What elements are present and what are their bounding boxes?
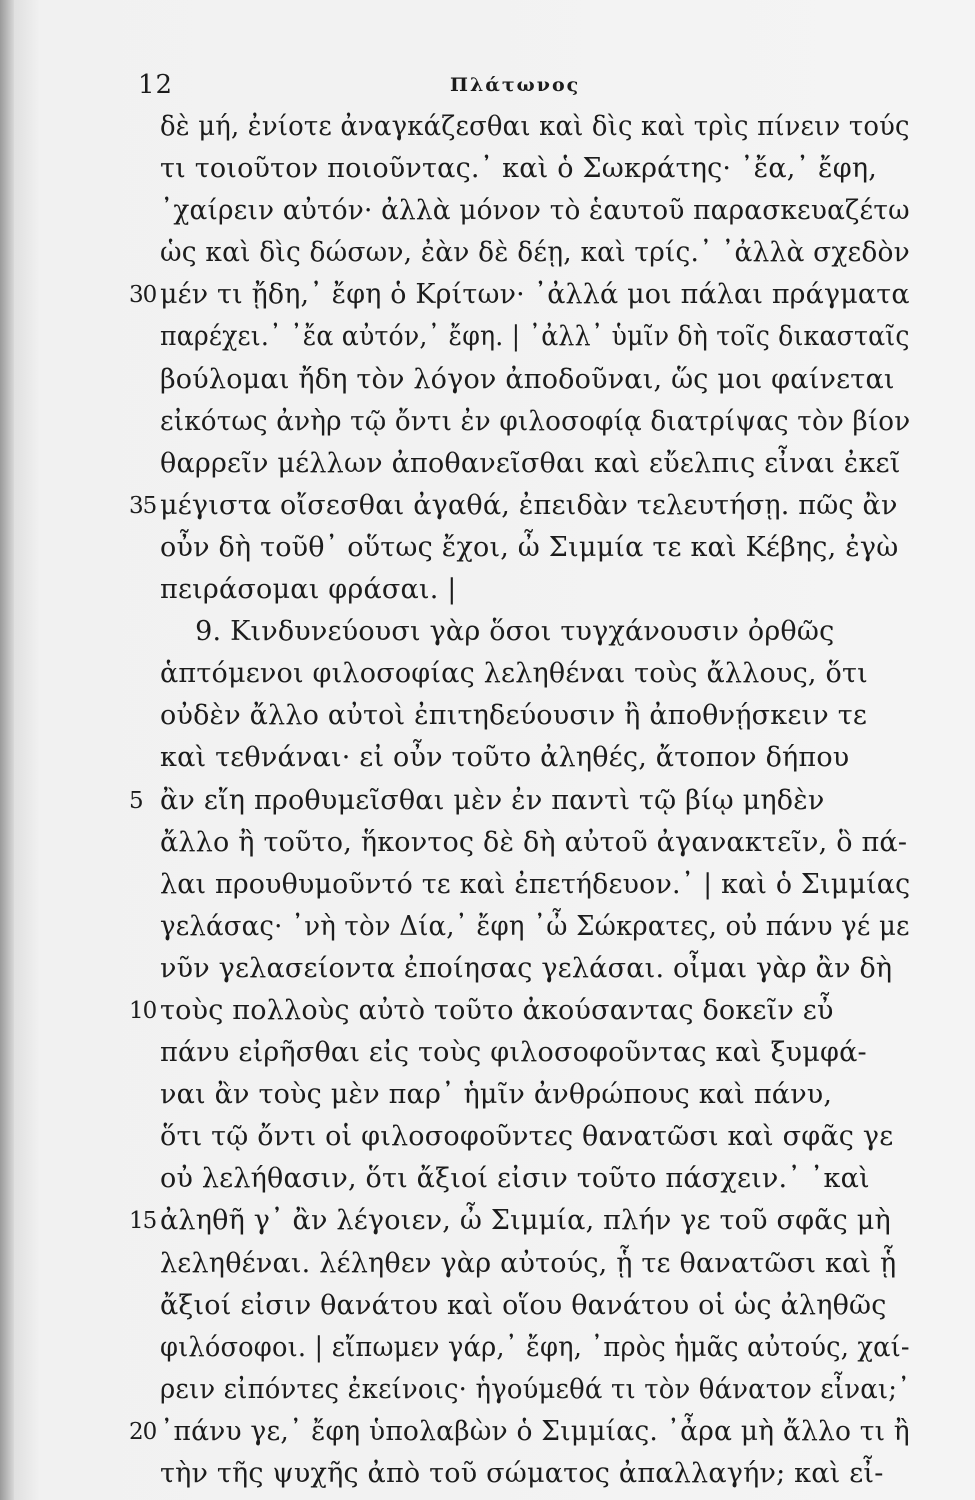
- line-number: 35: [129, 492, 157, 519]
- text-line: [160, 1074, 910, 1116]
- text-line: [160, 359, 910, 401]
- line-text: μέγιστα οἴσεσθαι ἀγαθά, ἐπειδὰν τελευτήσῃ. πῶς ἂν: [160, 489, 898, 521]
- line-text: ναι ἂν τοὺς μὲν παρ᾿ ἡμῖν ἀνθρώπους καὶ πάνυ,: [160, 1079, 833, 1111]
- text-line: [160, 569, 910, 611]
- line-number: 20: [129, 1418, 157, 1445]
- text-line: [160, 232, 910, 274]
- line-text: ἄξιοί εἰσιν θανάτου καὶ οἵου θανάτου οἱ ὡς ἀληθῶς: [160, 1289, 887, 1321]
- text-line: [160, 401, 910, 443]
- text-line: [160, 611, 910, 653]
- line-number: 5: [129, 787, 143, 814]
- page-number: 12: [138, 70, 174, 100]
- text-line: [160, 1285, 910, 1327]
- text-line: [160, 822, 910, 864]
- line-number: 10: [129, 997, 157, 1024]
- greek-text-body: [129, 106, 911, 1495]
- line-text: ᾿πάνυ γε,᾿ ἔφη ὑπολαβὼν ὁ Σιμμίας. ᾿ἆρα μὴ ἄλλο τι ἢ: [160, 1415, 910, 1447]
- text-line: [160, 1243, 910, 1285]
- text-line: [129, 274, 910, 316]
- text-line: [160, 1369, 910, 1411]
- line-text: ἁπτόμενοι φιλοσοφίας λεληθέναι τοὺς ἄλλους, ὅτι: [160, 658, 868, 690]
- line-text: οὐ λελήθασιν, ὅτι ἄξιοί εἰσιν τοῦτο πάσχειν.᾿ ᾿καὶ: [160, 1163, 870, 1195]
- line-text: νῦν γελασείοντα ἐποίησας γελάσαι. οἶμαι γὰρ ἂν δὴ: [160, 952, 893, 984]
- text-line: [160, 737, 910, 779]
- text-line: [160, 695, 910, 737]
- text-line: [129, 1411, 910, 1453]
- text-line: [129, 485, 910, 527]
- line-text: τι τοιοῦτον ποιοῦντας.᾿ καὶ ὁ Σωκράτης· ᾿ἔα,᾿ ἔφη,: [160, 153, 878, 185]
- line-text: λαι προυθυμοῦντό τε καὶ ἐπετήδευον.᾿ | καὶ ὁ Σιμμίας: [160, 868, 911, 900]
- text-line: [160, 1158, 910, 1200]
- line-number: 30: [129, 282, 157, 309]
- text-line: [160, 106, 910, 148]
- line-text: δὲ μή, ἐνίοτε ἀναγκάζεσθαι καὶ δὶς καὶ τρὶς πίνειν τούς: [160, 111, 910, 142]
- line-text: ἀληθῆ γ᾿ ἂν λέγοιεν, ὦ Σιμμία, πλήν γε τοῦ σφᾶς μὴ: [160, 1205, 891, 1237]
- line-text: ὡς καὶ δὶς δώσων, ἐὰν δὲ δέῃ, καὶ τρίς.᾿ ᾿ἀλλὰ σχεδὸν: [160, 237, 910, 269]
- line-text: γελάσας· ᾿νὴ τὸν Δία,᾿ ἔφη ᾿ὦ Σώκρατες, οὐ πάνυ γέ με: [160, 910, 910, 942]
- text-line: [160, 1327, 910, 1369]
- line-number: 15: [129, 1208, 157, 1235]
- line-text: λεληθέναι. λέληθεν γὰρ αὐτούς, ᾗ τε θανατῶσι καὶ ᾗ: [160, 1247, 897, 1279]
- line-text: 9. Κινδυνεύουσι γὰρ ὅσοι τυγχάνουσιν ὀρθῶς: [160, 616, 835, 648]
- line-text: τὴν τῆς ψυχῆς ἀπὸ τοῦ σώματος ἀπαλλαγήν; καὶ εἶ-: [160, 1458, 884, 1489]
- text-line: [160, 443, 910, 485]
- text-line: [129, 1200, 910, 1242]
- text-line: [160, 316, 910, 358]
- text-line: [160, 1032, 910, 1074]
- text-line: [160, 653, 910, 695]
- running-title: Πλάτωνος: [450, 74, 581, 96]
- line-text: οὖν δὴ τοῦθ᾿ οὕτως ἔχοι, ὦ Σιμμία τε καὶ Κέβης, ἐγὼ: [160, 531, 899, 563]
- text-line: [160, 527, 910, 569]
- line-text: μέν τι ᾔδη,᾿ ἔφη ὁ Κρίτων· ᾿ἀλλά μοι πάλαι πράγματα: [160, 279, 910, 311]
- line-text: καὶ τεθνάναι· εἰ οὖν τοῦτο ἀληθές, ἄτοπον δήπου: [160, 742, 850, 774]
- line-text: οὐδὲν ἄλλο αὐτοὶ ἐπιτηδεύουσιν ἢ ἀποθνῄσκειν τε: [160, 700, 868, 732]
- text-line: [160, 148, 910, 190]
- text-line: [160, 906, 910, 948]
- line-text: πάνυ εἰρῆσθαι εἰς τοὺς φιλοσοφοῦντας καὶ ξυμφά-: [160, 1037, 867, 1069]
- line-text: ἂν εἴη προθυμεῖσθαι μὲν ἐν παντὶ τῷ βίῳ μηδὲν: [160, 784, 825, 816]
- text-line: [160, 948, 910, 990]
- page-spine-shadow: [0, 0, 14, 1500]
- text-line: [160, 1453, 910, 1495]
- page-header: [138, 64, 918, 104]
- line-text: ὅτι τῷ ὄντι οἱ φιλοσοφοῦντες θανατῶσι καὶ σφᾶς γε: [160, 1121, 894, 1153]
- line-text: εἰκότως ἀνὴρ τῷ ὄντι ἐν φιλοσοφίᾳ διατρίψας τὸν βίον: [160, 405, 911, 437]
- line-text: παρέχει.᾿ ᾿ἔα αὐτόν,᾿ ἔφη. | ᾿ἀλλ᾿ ὑμῖν δὴ τοῖς δικασταῖς: [160, 321, 910, 353]
- text-line: [160, 864, 910, 906]
- line-text: φιλόσοφοι. | εἴπωμεν γάρ,᾿ ἔφη, ᾿πρὸς ἡμᾶς αὐτούς, χαί-: [160, 1331, 910, 1363]
- text-line: [129, 990, 910, 1032]
- line-text: τοὺς πολλοὺς αὐτὸ τοῦτο ἀκούσαντας δοκεῖν εὖ: [160, 994, 834, 1026]
- line-text: πειράσομαι φράσαι. |: [160, 574, 457, 606]
- text-line: [160, 1116, 910, 1158]
- line-text: θαρρεῖν μέλλων ἀποθανεῖσθαι καὶ εὔελπις εἶναι ἐκεῖ: [160, 447, 901, 479]
- line-text: ᾿χαίρειν αὐτόν· ἀλλὰ μόνον τὸ ἑαυτοῦ παρασκευαζέτω: [160, 195, 910, 227]
- text-line: [160, 190, 910, 232]
- line-text: ρειν εἰπόντες ἐκείνοις· ἡγούμεθά τι τὸν θάνατον εἶναι;᾿: [160, 1373, 911, 1405]
- line-text: βούλομαι ἤδη τὸν λόγον ἀποδοῦναι, ὥς μοι φαίνεται: [160, 363, 895, 395]
- line-text: ἄλλο ἢ τοῦτο, ἥκοντος δὲ δὴ αὐτοῦ ἀγανακτεῖν, ὃ πά-: [160, 826, 908, 858]
- text-line: [129, 780, 910, 822]
